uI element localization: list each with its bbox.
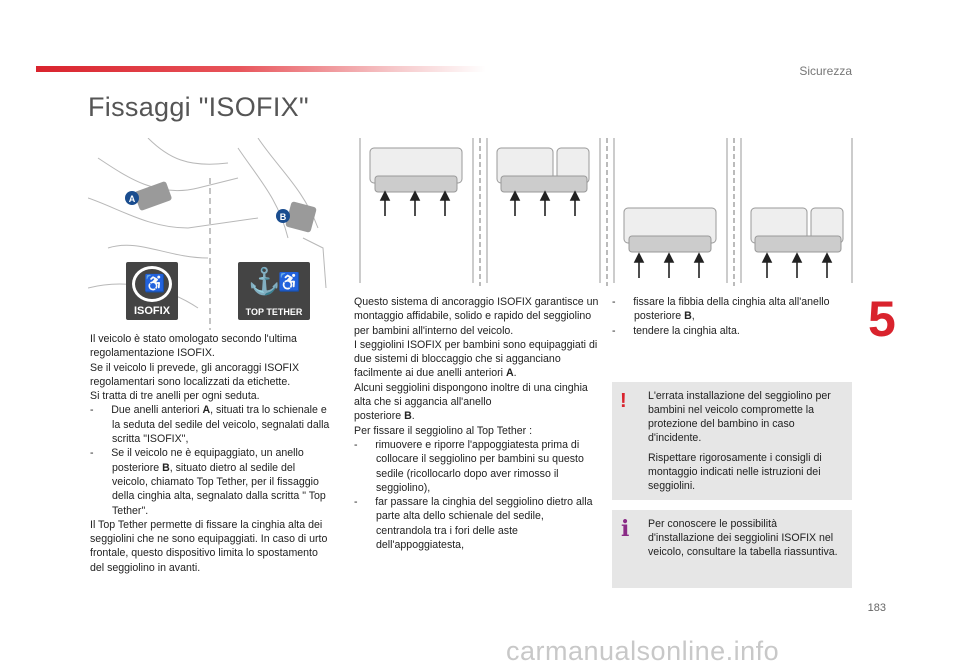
body-text: Si tratta di tre anelli per ogni seduta. — [90, 390, 260, 403]
list-item: - tendere la cinghia alta. — [612, 324, 740, 337]
body-text: posteriore B. — [354, 410, 415, 423]
info-icon: i — [621, 516, 630, 542]
list-item: - Se il veicolo ne è equipaggiato, un anello posteriore B, situato dietro al sedile del veicolo, chiamato Top Tether, per il fissaggio della cinghia alta, segnalato dalla scritta " Top Tether". — [90, 447, 326, 517]
info-box — [612, 510, 852, 588]
marker-b-label: B — [279, 212, 287, 222]
list-item: - far passare la cinghia del seggiolino dietro alla parte alta dello schienale del sedile, centrandola tra i fori delle aste dell'appoggiatesta, — [354, 496, 593, 552]
watermark: carmanualsonline.info — [506, 636, 780, 666]
isofix-label-badge — [126, 262, 178, 320]
child-seat-icon: ♿ — [278, 272, 301, 292]
header-accent-bar — [36, 66, 486, 72]
arrows-diagram-2 — [511, 192, 579, 216]
marker-a-label: A — [128, 194, 136, 204]
body-text: Il Top Tether permette di fissare la cinghia alta dei seggiolini che ne sono equipaggiati. In caso di urto frontale, questo dispositivo limita lo spostamento del seggiolino in avanti. — [90, 518, 328, 574]
seat-diagram-1 — [360, 138, 473, 283]
page-number: 183 — [867, 602, 886, 614]
list-item: - rimuovere e riporre l'appoggiatesta prima di collocare il seggiolino per bambini su questo sedile (ricollocarlo dopo aver rimosso il seggiolino), — [354, 438, 584, 494]
body-text: Se il veicolo li prevede, gli ancoraggi ISOFIX regolamentari sono localizzati da etichette. — [90, 361, 300, 388]
text-column-1 — [90, 332, 330, 575]
body-text: Per fissare il seggiolino al Top Tether : — [354, 424, 533, 437]
anchor-icon: ⚓ — [248, 266, 281, 296]
arrows-diagram-3 — [635, 254, 703, 278]
arrows-diagram-1 — [381, 192, 449, 216]
arrows-diagram-4 — [763, 254, 831, 278]
body-text: Questo sistema di ancoraggio ISOFIX garantisce un montaggio affidabile, solido e rapido del seggiolino per bambini all'interno del veicolo. — [354, 296, 599, 337]
warning-icon: ! — [620, 390, 627, 412]
warning-box — [612, 382, 852, 500]
seat-diagram-2 — [487, 138, 600, 283]
top-tether-badge-text: TOP TETHER — [245, 307, 303, 317]
text-column-3 — [612, 295, 852, 338]
text-column-2 — [354, 295, 599, 552]
seat-configuration-diagrams — [355, 138, 853, 288]
info-text: Per conoscere le possibilità d'installazione dei seggiolini ISOFIX nel veicolo, consultare la tabella riassuntiva. — [648, 518, 838, 558]
child-seat-icon: ♿ — [144, 274, 166, 293]
warning-text: L'errata installazione del seggiolino per bambini nel veicolo compromette la protezione del bambino in caso d'incidente. Rispettare rigorosamente i consigli di montaggio indicati nelle istruzioni dei seggiolini. — [648, 390, 831, 492]
top-tether-label-badge — [238, 262, 310, 320]
body-text: Alcuni seggiolini dispongono inoltre di una cinghia alta che si aggancia all'anello — [354, 381, 588, 409]
isofix-badge-text: ISOFIX — [133, 305, 171, 317]
chapter-number: 5 — [868, 291, 896, 347]
page-title: Fissaggi "ISOFIX" — [88, 92, 309, 122]
intro-text: Il veicolo è stato omologato secondo l'ultima regolamentazione ISOFIX. — [90, 333, 297, 360]
section-title: Sicurezza — [799, 64, 852, 78]
list-item: - Due anelli anteriori A, situati tra lo schienale e la seduta del sedile del veicolo, segnalati dalla scritta "ISOFIX", — [90, 404, 330, 446]
list-item: - fissare la fibbia della cinghia alta all'anello posteriore B, — [612, 296, 830, 323]
body-text: I seggiolini ISOFIX per bambini sono equipaggiati di due sistemi di bloccaggio che si agganciano facilmente ai due anelli anteriori A. — [354, 338, 598, 380]
